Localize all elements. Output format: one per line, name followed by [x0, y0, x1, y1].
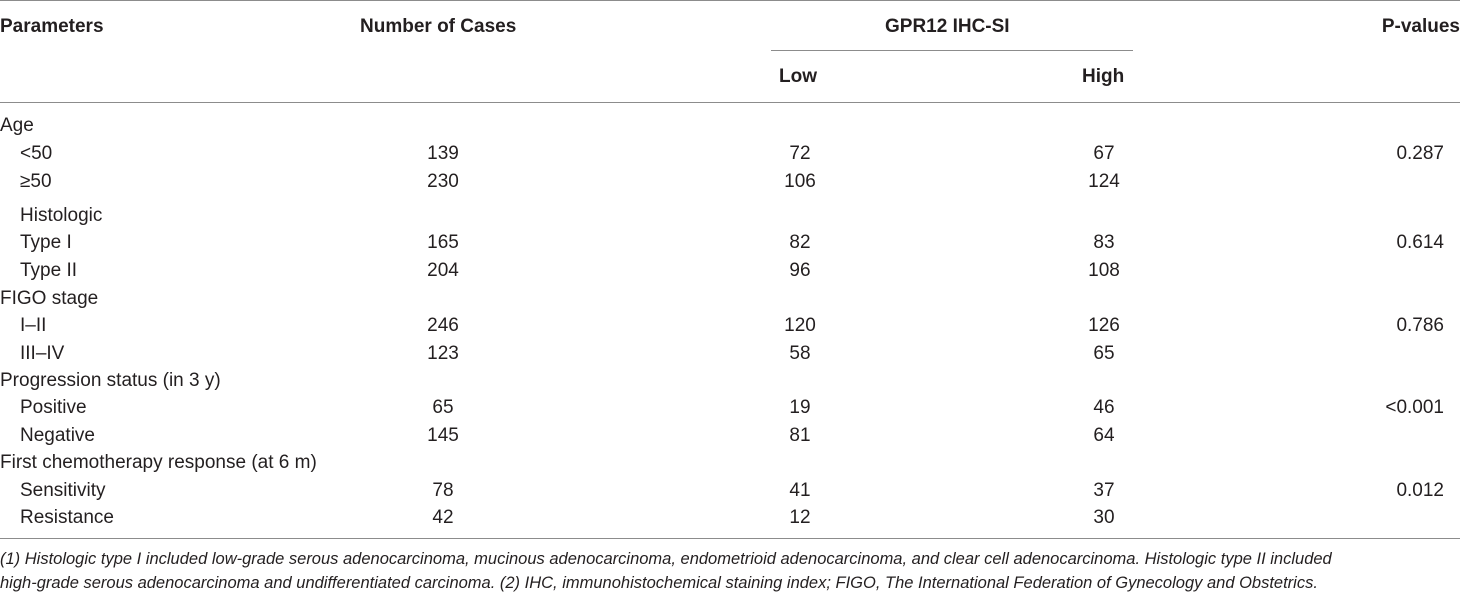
row-label: I–II [20, 315, 47, 336]
header-low: Low [779, 66, 817, 87]
footnote [0, 547, 1460, 595]
header-high: High [1082, 66, 1125, 87]
cell-high-text: 124 [1088, 171, 1120, 192]
cell-low-text: 12 [789, 507, 811, 528]
row-label: <50 [20, 143, 53, 164]
top-rule [0, 0, 1460, 1]
row-label: Positive [20, 397, 87, 418]
cell-cases-text: 165 [427, 232, 459, 253]
cell-high-text: 37 [1093, 480, 1115, 501]
cell-p-value: 0.786 [1396, 315, 1444, 336]
cell-p-value: <0.001 [1385, 397, 1444, 418]
cell-cases-text: 204 [427, 260, 459, 281]
cell-cases-text: 42 [432, 507, 454, 528]
header-number-of-cases: Number of Cases [360, 16, 517, 37]
cell-low-text: 81 [789, 425, 811, 446]
cell-low-text: 72 [789, 143, 811, 164]
header-parameters: Parameters [0, 16, 104, 37]
cell-cases-text: 230 [427, 171, 459, 192]
row-label: Resistance [20, 507, 114, 528]
header-rule [0, 102, 1460, 103]
cell-cases-text: 123 [427, 343, 459, 364]
header-p-values: P-values [1381, 16, 1460, 37]
cell-p-value: 0.614 [1396, 232, 1444, 253]
cell-high-text: 67 [1093, 143, 1115, 164]
cell-p-value: 0.012 [1396, 480, 1444, 501]
cell-cases-text: 145 [427, 425, 459, 446]
cell-high-text: 83 [1093, 232, 1115, 253]
cell-cases-text: 139 [427, 143, 459, 164]
row-label: Histologic [20, 205, 103, 226]
cell-cases-text: 246 [427, 315, 459, 336]
row-label: Type I [20, 232, 72, 253]
row-label: III–IV [20, 343, 65, 364]
footnote-line: high-grade serous adenocarcinoma and undifferentiated carcinoma. (2) IHC, immunohistochemical staining index; FIGO, The International Federation of Gynecology and Obstetrics. [0, 574, 1318, 592]
row-label: Type II [20, 260, 78, 281]
cell-cases-text: 65 [432, 397, 454, 418]
row-label: First chemotherapy response (at 6 m) [0, 452, 317, 473]
row-label: Negative [20, 425, 95, 446]
row-label: FIGO stage [0, 288, 99, 309]
cell-low-text: 96 [789, 260, 811, 281]
cell-p-value: 0.287 [1396, 143, 1444, 164]
cell-high-text: 46 [1093, 397, 1115, 418]
row-label: Sensitivity [20, 480, 106, 501]
footnote-line: (1) Histologic type I included low-grade serous adenocarcinoma, mucinous adenocarcinoma, endometrioid adenocarcinoma, and clear cell adenocarcinoma. Histologic type II included [0, 550, 1332, 568]
cell-low-text: 41 [789, 480, 811, 501]
row-label: Age [0, 115, 34, 136]
cell-low-text: 19 [789, 397, 811, 418]
cell-high-text: 65 [1093, 343, 1115, 364]
cell-high-text: 64 [1093, 425, 1115, 446]
cell-low-text: 120 [784, 315, 816, 336]
cell-low-text: 58 [789, 343, 811, 364]
header-group: GPR12 IHC-SI [885, 16, 1010, 37]
cell-cases-text: 78 [432, 480, 454, 501]
cell-high-text: 30 [1093, 507, 1115, 528]
cell-low-text: 82 [789, 232, 811, 253]
group-subrule [771, 50, 1133, 51]
cell-high-text: 126 [1088, 315, 1120, 336]
row-label: ≥50 [20, 171, 52, 192]
bottom-rule [0, 538, 1460, 539]
cell-low-text: 106 [784, 171, 816, 192]
row-label: Progression status (in 3 y) [0, 370, 221, 391]
cell-high-text: 108 [1088, 260, 1120, 281]
